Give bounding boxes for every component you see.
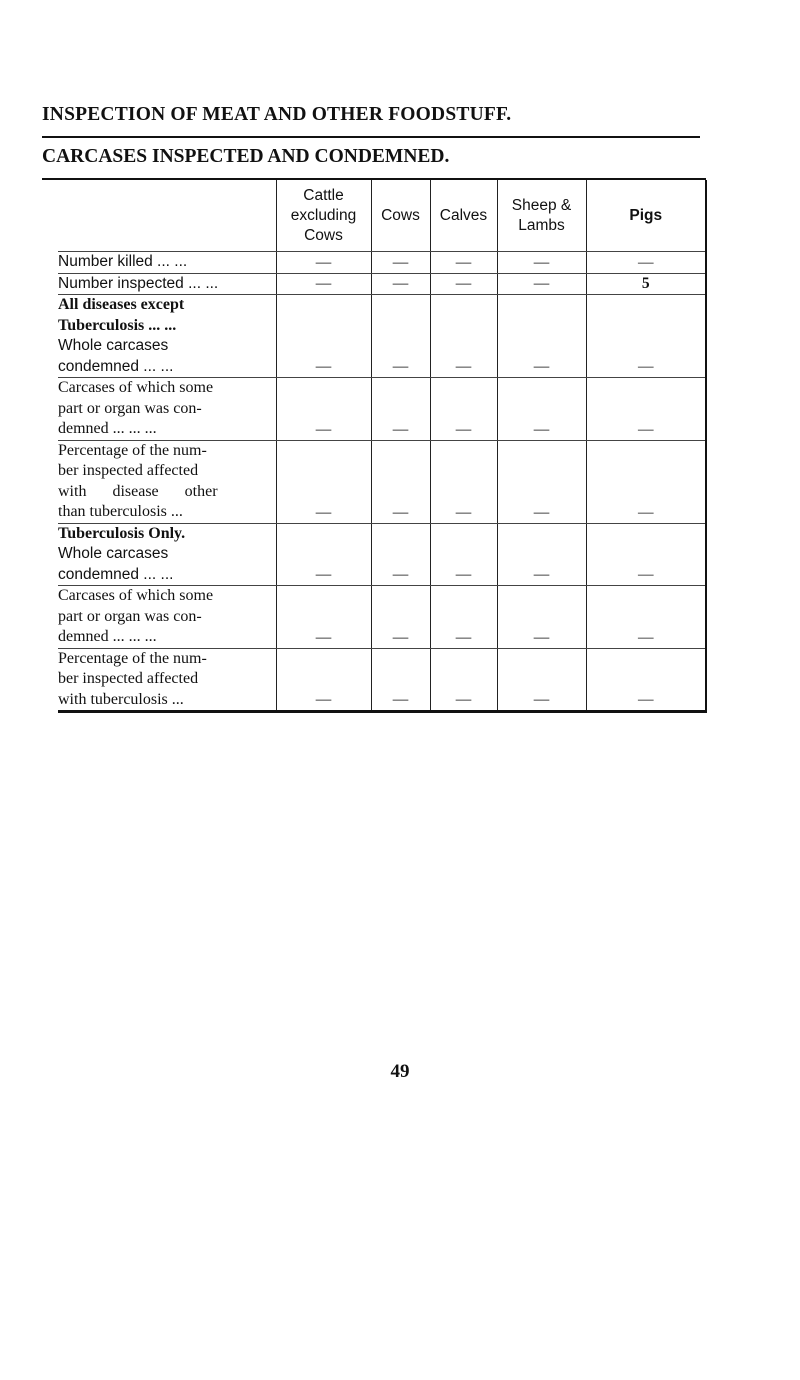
cell-cows: —	[371, 586, 430, 649]
row-label-line: ber inspected affected	[58, 670, 199, 687]
row-label-line: part or organ was con-	[58, 399, 202, 417]
table-row	[58, 295, 706, 378]
row-label-line: Number inspected ... ...	[58, 274, 219, 292]
cell-sheep: —	[497, 523, 586, 586]
row-label-line: with tuberculosis ...	[58, 690, 184, 708]
cell-pigs: —	[586, 586, 706, 649]
row-label-line: Whole carcases	[58, 545, 169, 562]
cell-cattle: —	[276, 648, 371, 712]
table-row	[58, 378, 706, 441]
header-label	[58, 180, 276, 252]
header-pigs: Pigs	[586, 180, 706, 252]
row-label-line: than tuberculosis ...	[58, 503, 183, 520]
row-label-line: Tuberculosis ... ...	[58, 316, 177, 334]
cell-cows: —	[371, 648, 430, 712]
cell-cattle: —	[276, 273, 371, 295]
row-label	[58, 586, 276, 649]
cell-cattle: —	[276, 252, 371, 274]
cell-sheep: —	[497, 586, 586, 649]
cell-cattle: —	[276, 586, 371, 649]
cell-sheep: —	[497, 295, 586, 378]
row-label	[58, 252, 276, 274]
header-sheep-lambs	[497, 180, 586, 252]
cell-cattle: —	[276, 523, 371, 586]
row-label-line: Carcases of which some	[58, 587, 214, 604]
cell-cows: —	[371, 523, 430, 586]
row-label-line: condemned ... ...	[58, 565, 174, 583]
header-cattle-excluding-cows	[276, 180, 371, 252]
cell-sheep: —	[497, 378, 586, 441]
row-label	[58, 295, 276, 378]
row-label-line: demned ... ... ...	[58, 420, 157, 437]
cell-calves: —	[430, 378, 497, 441]
cell-cattle: —	[276, 440, 371, 523]
cell-calves: —	[430, 295, 497, 378]
row-label-line: condemned ... ...	[58, 357, 174, 375]
cell-cattle: —	[276, 378, 371, 441]
row-label-line: with disease other	[58, 482, 218, 500]
row-label-line: Carcases of which some	[58, 379, 214, 396]
header-cattle-line: excluding	[290, 206, 357, 224]
header-cows: Cows	[371, 180, 430, 252]
cell-cows: —	[371, 273, 430, 295]
page-title: INSPECTION OF MEAT AND OTHER FOODSTUFF.	[42, 104, 512, 125]
cell-sheep: —	[497, 440, 586, 523]
table-row	[58, 523, 706, 586]
table-row	[58, 273, 706, 295]
table-row	[58, 440, 706, 523]
header-sheep-line: Lambs	[518, 216, 565, 234]
header-calves: Calves	[430, 180, 497, 252]
cell-calves: —	[430, 273, 497, 295]
row-label-line: Number killed ... ...	[58, 253, 188, 270]
table-header-row	[58, 180, 706, 252]
cell-cows: —	[371, 252, 430, 274]
row-label-line: All diseases except	[58, 296, 185, 313]
row-label	[58, 648, 276, 712]
cell-pigs: —	[586, 378, 706, 441]
cell-sheep: —	[497, 252, 586, 274]
row-label	[58, 378, 276, 441]
page-number: 49	[390, 1061, 410, 1082]
row-label-line: part or organ was con-	[58, 607, 202, 625]
cell-sheep: —	[497, 273, 586, 295]
cell-pigs: —	[586, 252, 706, 274]
row-label-line: demned ... ... ...	[58, 628, 157, 645]
carcases-table	[58, 180, 707, 713]
header-cattle-line: Cattle	[303, 186, 344, 204]
cell-pigs: 5	[586, 273, 706, 295]
table-row	[58, 648, 706, 712]
row-label-line: Whole carcases	[58, 337, 169, 354]
cell-cows: —	[371, 295, 430, 378]
title-divider	[42, 136, 700, 138]
cell-calves: —	[430, 523, 497, 586]
row-label-line: Percentage of the num-	[58, 649, 207, 667]
cell-calves: —	[430, 648, 497, 712]
cell-calves: —	[430, 440, 497, 523]
row-label	[58, 273, 276, 295]
header-sheep-line: Sheep &	[511, 196, 572, 214]
cell-pigs: —	[586, 523, 706, 586]
cell-pigs: —	[586, 648, 706, 712]
cell-cows: —	[371, 440, 430, 523]
cell-calves: —	[430, 252, 497, 274]
row-label-line: Percentage of the num-	[58, 441, 207, 459]
cell-pigs: —	[586, 440, 706, 523]
cell-sheep: —	[497, 648, 586, 712]
cell-cows: —	[371, 378, 430, 441]
section-title: CARCASES INSPECTED AND CONDEMNED.	[42, 146, 450, 167]
row-label	[58, 440, 276, 523]
row-label	[58, 523, 276, 586]
table-row	[58, 252, 706, 274]
cell-calves: —	[430, 586, 497, 649]
row-label-line: ber inspected affected	[58, 462, 199, 479]
table-row	[58, 586, 706, 649]
row-label-line: Tuberculosis Only.	[58, 524, 186, 542]
header-cattle-line: Cows	[304, 226, 343, 244]
cell-cattle: —	[276, 295, 371, 378]
cell-pigs: —	[586, 295, 706, 378]
